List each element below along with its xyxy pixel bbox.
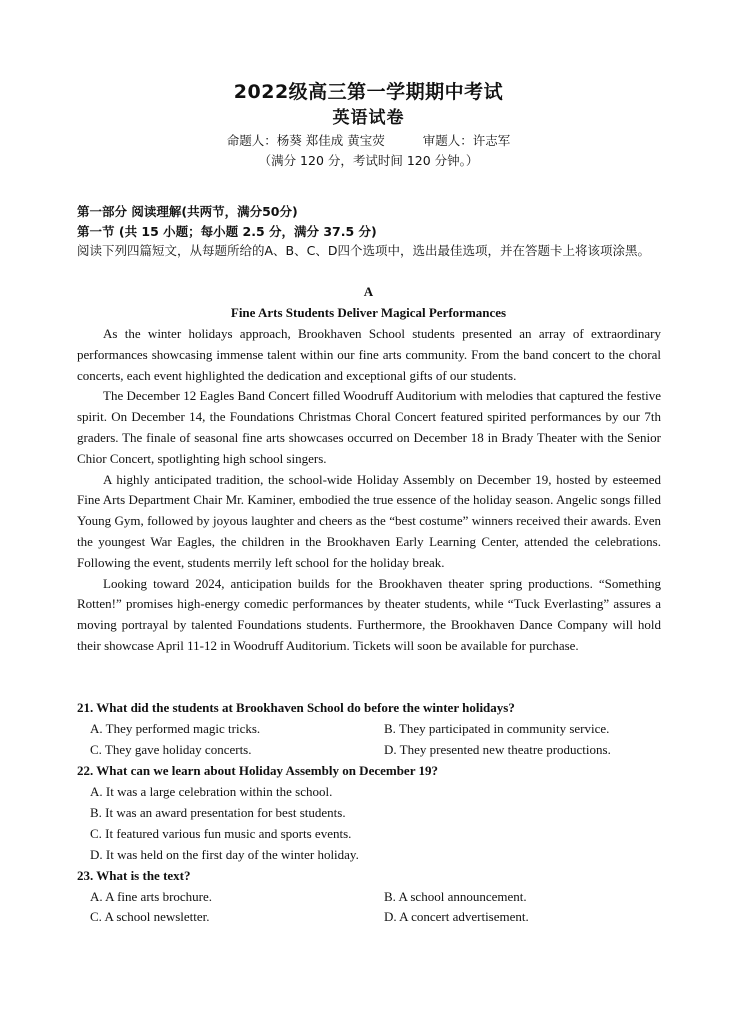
question-22-option-d[interactable]: D. It was held on the first day of the winter holiday. — [90, 847, 359, 862]
question-23-option-d[interactable]: D. A concert advertisement. — [384, 909, 529, 924]
passage-body — [77, 324, 661, 657]
section1-heading: 第一节 (共 15 小题；每小题 2.5 分，满分 37.5 分) — [77, 224, 377, 239]
question-23-stem: 23. What is the text? — [77, 868, 191, 883]
question-23-option-b[interactable]: B. A school announcement. — [384, 889, 527, 904]
passage-paragraph: Looking toward 2024, anticipation builds for the Brookhaven theater spring productions. “Something Rotten!” promises high-energy comedic performances by theater students, while “Tuck Everlasting” assures a moving portrayal by talented Foundations students. Furthermore, the Brookhaven Dance Company will hold their showcase April 11-12 in Woodruff Auditorium. Tickets will soon be available for purchase. — [77, 575, 661, 653]
question-22-option-b[interactable]: B. It was an award presentation for best students. — [90, 805, 346, 820]
passage-paragraph: As the winter holidays approach, Brookhaven School students presented an array of extraordinary performances showcasing immense talent within our fine arts community. From the band concert to the choral concerts, each event highlighted the dedication and exceptional gifts of our students. — [77, 326, 661, 383]
passage-paragraph: The December 12 Eagles Band Concert filled Woodruff Auditorium with melodies that captured the festive spirit. On December 14, the Foundations Christmas Choral Concert featured spirited performances by our 7th graders. The finale of seasonal fine arts showcases occurred on December 18 in Brady Theater with the Senior Chior Concert, spotlighting high school singers. — [77, 388, 661, 466]
question-21-option-c[interactable]: C. They gave holiday concerts. — [90, 742, 252, 757]
question-23-option-a[interactable]: A. A fine arts brochure. — [90, 889, 213, 904]
part1-heading: 第一部分 阅读理解(共两节，满分50分) — [77, 204, 298, 219]
reviewer-label: 审题人：许志军 — [422, 133, 511, 148]
exam-subtitle: 英语试卷 — [332, 108, 405, 128]
passage-paragraph: A highly anticipated tradition, the school-wide Holiday Assembly on December 19, hosted by esteemed Fine Arts Department Chair Mr. Kaminer, embodied the true essence of the holiday season. Angelic songs filled Young Gym, followed by joyous laughter and cheers as the “best costume” winners received their awards. Even the youngest War Eagles, the children in the Brookhaven Early Learning Center, attended the celebrations. Following the event, students merrily left school for the holiday break. — [77, 471, 661, 570]
score-info: （满分 120 分，考试时间 120 分钟。） — [258, 153, 479, 168]
question-21-option-b[interactable]: B. They participated in community service. — [384, 721, 610, 736]
authors-line — [0, 131, 737, 149]
exam-title: 2022级高三第一学期期中考试 — [233, 81, 504, 103]
question-21-option-a[interactable]: A. They performed magic tricks. — [90, 721, 261, 736]
instructions: 阅读下列四篇短文，从每题所给的A、B、C、D四个选项中，选出最佳选项，并在答题卡上将该项涂黑。 — [77, 243, 650, 258]
question-22-stem: 22. What can we learn about Holiday Assembly on December 19? — [77, 763, 438, 778]
question-21-stem: 21. What did the students at Brookhaven School do before the winter holidays? — [77, 700, 515, 715]
setter-label: 命题人：杨葵 郑佳成 黄宝荧 — [226, 133, 385, 148]
passage-title: Fine Arts Students Deliver Magical Performances — [230, 305, 507, 320]
passage-letter: A — [363, 284, 374, 299]
question-22-option-a[interactable]: A. It was a large celebration within the school. — [90, 784, 333, 799]
question-21-option-d[interactable]: D. They presented new theatre productions. — [384, 742, 611, 757]
question-23-option-c[interactable]: C. A school newsletter. — [90, 909, 210, 924]
question-22-option-c[interactable]: C. It featured various fun music and sports events. — [90, 826, 352, 841]
